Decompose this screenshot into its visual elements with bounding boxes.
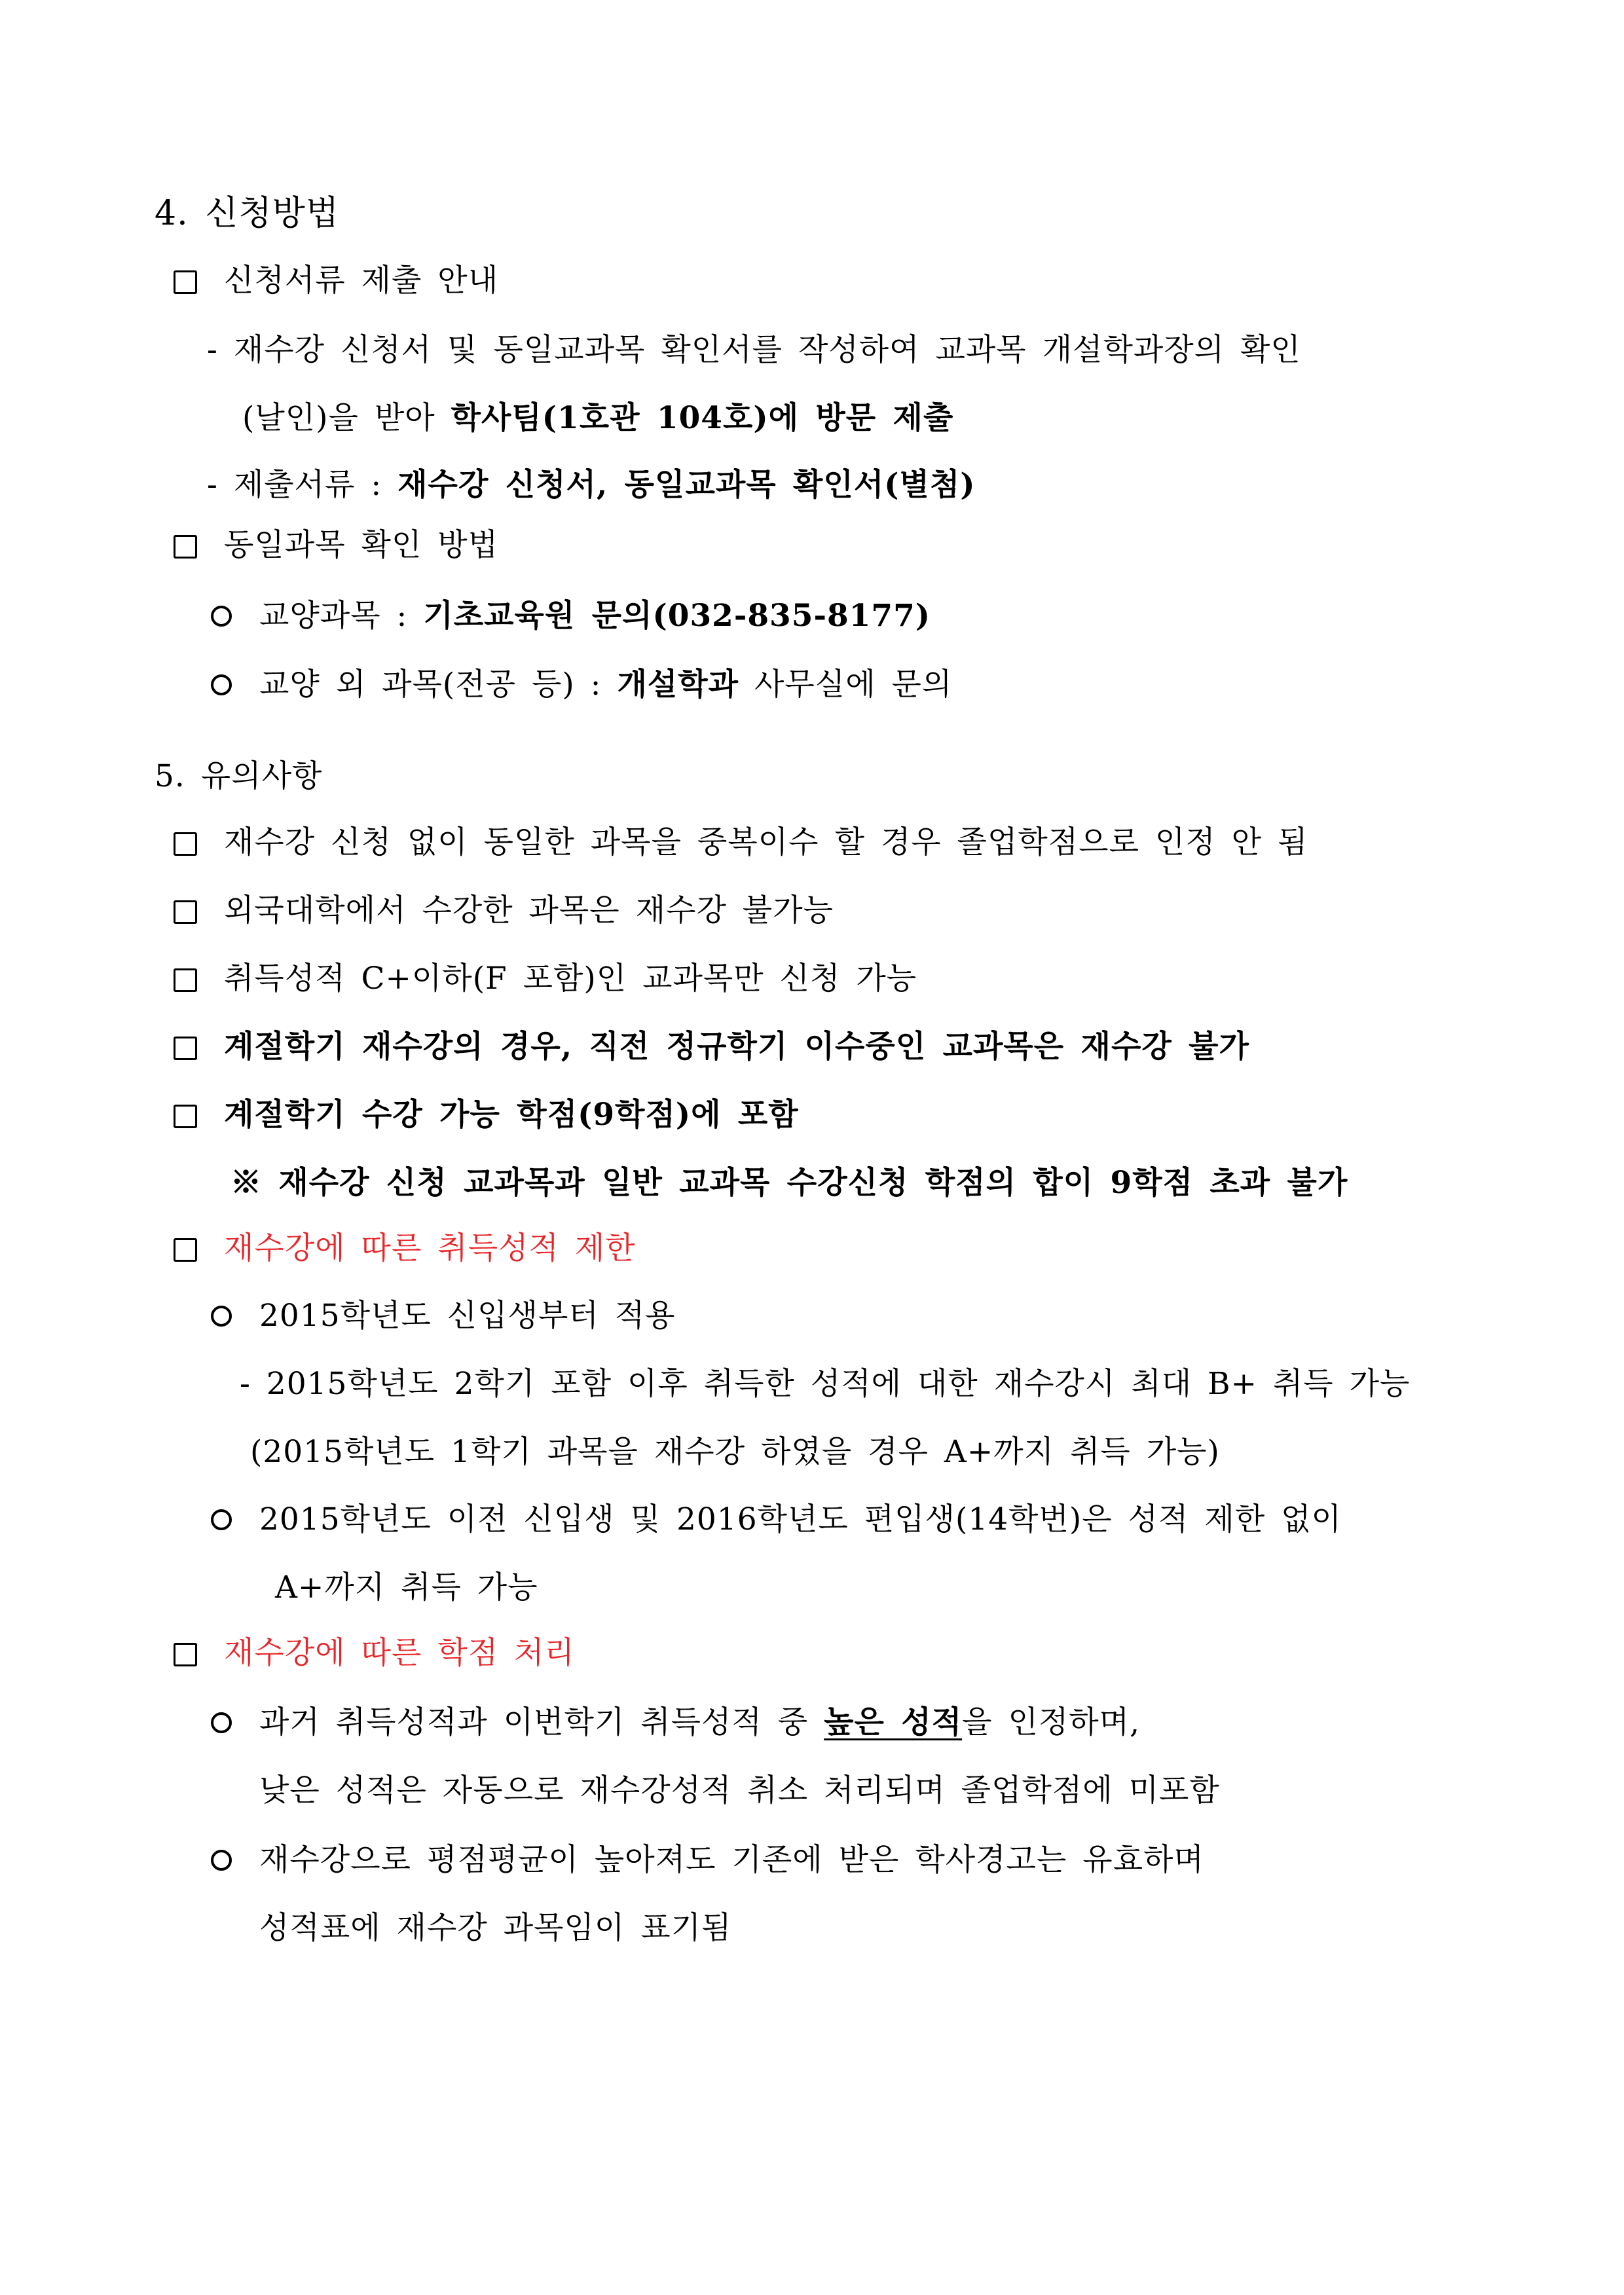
liberal-arts-contact: 기초교육원 문의(032-835-8177) bbox=[423, 598, 931, 634]
note-foreign-univ: 외국대학에서 수강한 과목은 재수강 불가능 bbox=[224, 892, 834, 928]
higher-grade-emphasis: 높은 성적 bbox=[824, 1704, 963, 1740]
grade-limit-apply: 2015학년도 신입생부터 적용 bbox=[259, 1298, 676, 1334]
section-5-title: 5. 유의사항 bbox=[155, 758, 323, 794]
note-seasonal-restriction: 계절학기 재수강의 경우, 직전 정규학기 이수중인 교과목은 재수강 불가 bbox=[224, 1029, 1249, 1065]
other-courses-label: 교양 외 과목(전공 등) : bbox=[259, 667, 618, 703]
circle-bullet-icon bbox=[211, 1712, 232, 1733]
submission-detail-line-1: - 재수강 신청서 및 동일교과목 확인서를 작성하여 교과목 개설학과장의 확인 bbox=[207, 332, 1301, 368]
credit-handling-text: 과거 취득성적과 이번학기 취득성적 중 bbox=[259, 1704, 824, 1740]
submission-location: 학사팀(1호관 104호)에 방문 제출 bbox=[451, 400, 954, 436]
circle-bullet-icon bbox=[211, 606, 232, 627]
required-documents-label: - 제출서류 : bbox=[207, 467, 398, 503]
liberal-arts-label: 교양과목 : bbox=[259, 598, 424, 634]
submission-detail-line-2 bbox=[242, 398, 953, 439]
submission-detail-text: (날인)을 받아 bbox=[242, 400, 451, 436]
circle-bullet-icon bbox=[211, 1306, 232, 1327]
note-grade-eligibility: 취득성적 C+이하(F 포함)인 교과목만 신청 가능 bbox=[224, 961, 917, 997]
other-courses-office: 사무실에 문의 bbox=[739, 667, 953, 703]
checkbox-icon bbox=[174, 900, 197, 924]
note-credit-limit: ※ 재수강 신청 교과목과 일반 교과목 수강신청 학점의 합이 9학점 초과 불가 bbox=[231, 1165, 1348, 1201]
checkbox-icon bbox=[174, 1643, 197, 1666]
checkbox-icon bbox=[174, 1238, 197, 1262]
note-seasonal-credit: 계절학기 수강 가능 학점(9학점)에 포함 bbox=[224, 1097, 799, 1133]
section-4-title: 4. 신청방법 bbox=[155, 194, 340, 233]
grade-limit-heading: 재수강에 따른 취득성적 제한 bbox=[224, 1230, 636, 1266]
liberal-arts-contact-line bbox=[259, 596, 931, 636]
checkbox-icon bbox=[174, 535, 197, 559]
checkbox-icon bbox=[174, 832, 197, 856]
other-courses-dept: 개설학과 bbox=[617, 667, 739, 703]
circle-bullet-icon bbox=[211, 674, 232, 695]
checkbox-icon bbox=[174, 270, 197, 294]
checkbox-icon bbox=[174, 968, 197, 992]
academic-warning-line-2: 성적표에 재수강 과목임이 표기됨 bbox=[259, 1910, 732, 1946]
credit-handling-heading: 재수강에 따른 학점 처리 bbox=[224, 1635, 575, 1671]
circle-bullet-icon bbox=[211, 1850, 232, 1871]
grade-limit-exempt-1: 2015학년도 이전 신입생 및 2016학년도 편입생(14학번)은 성적 제한 없이 bbox=[259, 1501, 1342, 1537]
item-submission-guide: 신청서류 제출 안내 bbox=[224, 263, 499, 299]
item-same-course-check: 동일과목 확인 방법 bbox=[224, 527, 499, 563]
required-documents-list: 재수강 신청서, 동일교과목 확인서(별첨) bbox=[397, 467, 976, 503]
credit-handling-line-2: 낮은 성적은 자동으로 재수강성적 취소 처리되며 졸업학점에 미포함 bbox=[259, 1772, 1220, 1808]
credit-handling-line-1 bbox=[259, 1702, 1140, 1743]
grade-limit-detail-1: - 2015학년도 2학기 포함 이후 취득한 성적에 대한 재수강시 최대 B+ 취득 가능 bbox=[240, 1366, 1411, 1402]
circle-bullet-icon bbox=[211, 1509, 232, 1530]
grade-limit-exempt-2: A+까지 취득 가능 bbox=[275, 1570, 538, 1606]
checkbox-icon bbox=[174, 1105, 197, 1128]
credit-handling-text-end: 을 인정하며, bbox=[962, 1704, 1141, 1740]
required-documents-line bbox=[207, 465, 976, 505]
checkbox-icon bbox=[174, 1037, 197, 1060]
other-courses-contact-line bbox=[259, 665, 952, 705]
note-duplicate-no-credit: 재수강 신청 없이 동일한 과목을 중복이수 할 경우 졸업학점으로 인정 안 됨 bbox=[224, 824, 1308, 860]
grade-limit-detail-2: (2015학년도 1학기 과목을 재수강 하였을 경우 A+까지 취득 가능) bbox=[250, 1434, 1220, 1470]
academic-warning-line-1: 재수강으로 평점평균이 높아져도 기존에 받은 학사경고는 유효하며 bbox=[259, 1842, 1204, 1878]
